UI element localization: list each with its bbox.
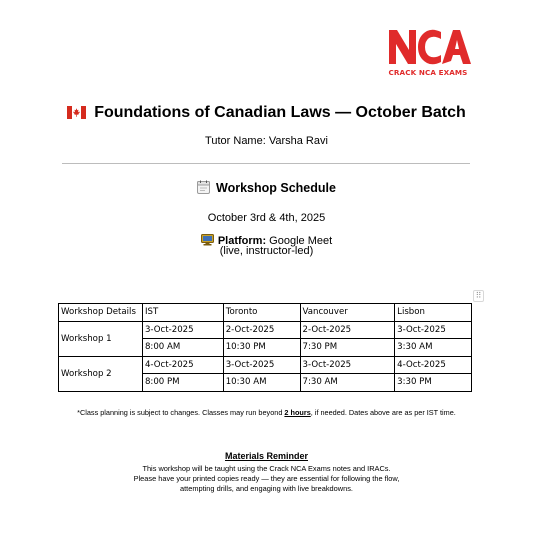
tutor-line [0, 135, 533, 147]
date-cell: 4-Oct-2025 [395, 356, 472, 374]
workshop-name-cell: Workshop 2 [59, 356, 143, 391]
table-row [59, 356, 472, 374]
time-cell: 8:00 AM [142, 339, 223, 357]
tutor-name: Varsha Ravi [268, 135, 328, 147]
tutor-label: Tutor Name: [205, 135, 266, 147]
note-text-start: *Class planning is subject to changes. Classes may run beyond [77, 408, 285, 417]
date-cell: 3-Oct-2025 [300, 356, 395, 374]
schedule-heading [0, 180, 533, 197]
nca-logo-mark [385, 24, 471, 68]
platform-note: (live, instructor-led) [219, 245, 314, 257]
table-header-row [59, 304, 472, 322]
date-cell: 3-Oct-2025 [142, 321, 223, 339]
date-cell: 4-Oct-2025 [142, 356, 223, 374]
header-cell: IST [142, 304, 223, 322]
note-text-end: , if needed. Dates above are as per IST time. [310, 408, 456, 417]
brand-logo [385, 24, 471, 80]
table-drag-handle-icon[interactable]: ⠿ [473, 290, 484, 302]
time-cell: 7:30 PM [300, 339, 395, 357]
workshop-dates: October 3rd & 4th, 2025 [207, 212, 326, 224]
header-cell: Lisbon [395, 304, 472, 322]
header-cell: Toronto [223, 304, 300, 322]
time-cell: 10:30 PM [223, 339, 300, 357]
date-cell: 2-Oct-2025 [223, 321, 300, 339]
workshop-schedule-table [58, 303, 472, 392]
date-cell: 2-Oct-2025 [300, 321, 395, 339]
canada-flag-icon [67, 106, 86, 124]
horizontal-divider [62, 163, 470, 164]
materials-line: attempting drills, and engaging with live breakdowns. [180, 484, 353, 493]
time-cell: 3:30 AM [395, 339, 472, 357]
date-cell: 3-Oct-2025 [395, 321, 472, 339]
time-cell: 10:30 AM [223, 374, 300, 392]
date-cell: 3-Oct-2025 [223, 356, 300, 374]
time-cell: 8:00 PM [142, 374, 223, 392]
materials-heading: Materials Reminder [224, 451, 309, 461]
header-cell: Workshop Details [59, 304, 143, 322]
schedule-title: Workshop Schedule [216, 181, 336, 195]
platform-label: Platform: [217, 235, 267, 247]
time-cell: 3:30 PM [395, 374, 472, 392]
title-text: Foundations of Canadian Laws — October Batch [94, 104, 466, 121]
materials-line: This workshop will be taught using the Crack NCA Exams notes and IRACs. [142, 464, 391, 473]
platform-value: Google Meet [269, 235, 333, 247]
schedule-note [0, 408, 533, 417]
time-cell: 7:30 AM [300, 374, 395, 392]
materials-line: Please have your printed copies ready — they are essential for following the flow, [133, 474, 400, 483]
logo-caption: CRACK NCA EXAMS [388, 68, 468, 77]
note-emphasis: 2 hours [284, 408, 311, 417]
document-title [0, 104, 533, 124]
workshop-name-cell: Workshop 1 [59, 321, 143, 356]
header-cell: Vancouver [300, 304, 395, 322]
table-row [59, 321, 472, 339]
calendar-icon [197, 180, 210, 197]
